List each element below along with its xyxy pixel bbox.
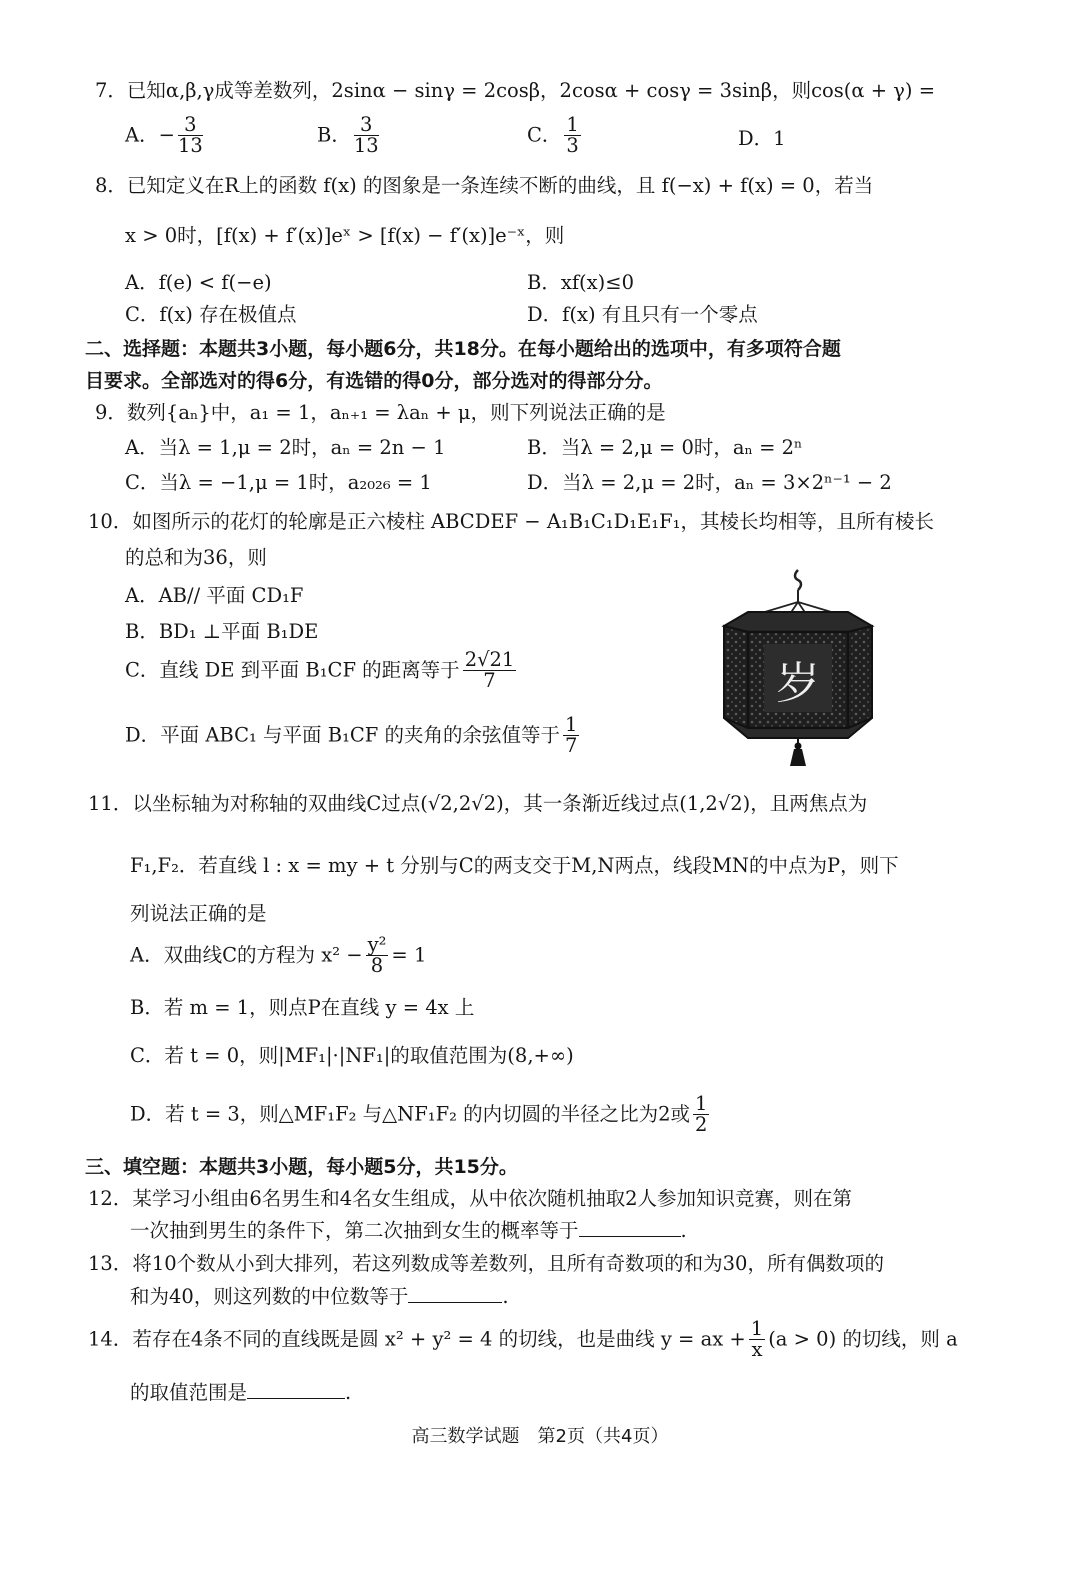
q14-line2-text: 的取值范围是 — [130, 1381, 248, 1404]
q10-option-c-fraction — [463, 650, 517, 692]
q10-option-b: B．BD₁ ⊥平面 B₁DE — [125, 620, 319, 643]
q10-stem-line2: 的总和为36，则 — [125, 546, 267, 569]
q13-line2-text: 和为40，则这列数的中位数等于 — [130, 1285, 409, 1308]
lantern-top-frame — [724, 612, 872, 632]
q9-option-d: D．当λ = 2,μ = 2时，aₙ = 3×2ⁿ⁻¹ − 2 — [527, 471, 892, 494]
q9-option-c: C．当λ = −1,μ = 1时，a₂₀₂₆ = 1 — [125, 471, 432, 494]
q7-option-c-num: 1 — [566, 113, 579, 136]
q14-line2-end: . — [345, 1381, 352, 1404]
q7-option-a-fraction — [178, 115, 203, 157]
q7-option-d-value: 1 — [773, 127, 786, 150]
q9-option-a: A．当λ = 1,μ = 2时，aₙ = 2n − 1 — [125, 436, 446, 459]
q12-line2-text: 一次抽到男生的条件下，第二次抽到女生的概率等于 — [130, 1219, 579, 1242]
q7-option-c-den: 3 — [566, 134, 579, 158]
lantern-tassel — [790, 738, 806, 766]
q7-option-c-label: C． — [527, 123, 562, 147]
q11-option-a-fraction — [366, 935, 389, 977]
q10-option-c-den: 7 — [483, 669, 496, 693]
q11-option-d-den: 2 — [695, 1113, 708, 1137]
q12-line1: 12．某学习小组由6名男生和4名女生组成，从中依次随机抽取2人参加知识竞赛，则在第 — [88, 1187, 853, 1210]
q8-option-c: C．f(x) 存在极值点 — [125, 303, 297, 326]
q8-stem-line2: x > 0时，[f(x) + f′(x)]eˣ > [f(x) − f′(x)]e⁻ˣ，则 — [125, 224, 565, 247]
q9-stem: 9．数列{aₙ}中，a₁ = 1，aₙ₊₁ = λaₙ + μ，则下列说法正确的是 — [95, 401, 666, 424]
q7-option-b-den: 13 — [353, 134, 379, 158]
q13-line2 — [130, 1286, 509, 1307]
q14-fraction — [749, 1319, 765, 1361]
q11-stem-line1: 11．以坐标轴为对称轴的双曲线C过点(√2,2√2)，其一条渐近线过点(1,2√2)，且两焦点为 — [88, 792, 868, 815]
q12-line2 — [130, 1220, 687, 1241]
q7-option-a-label: A． — [125, 123, 159, 147]
q11-option-a-post: = 1 — [391, 943, 427, 967]
q10-option-c-num: 2√21 — [464, 648, 515, 671]
q13-line1: 13．将10个数从小到大排列，若这列数成等差数列，且所有奇数项的和为30，所有偶数项的 — [88, 1252, 884, 1275]
q7-option-c-fraction — [564, 115, 580, 157]
q13-line2-end: . — [502, 1285, 509, 1308]
page-footer: 高三数学试题 第2页（共4页） — [411, 1426, 669, 1447]
q14-post: (a > 0) 的切线，则 a — [768, 1327, 958, 1351]
hexagonal-lantern-figure — [718, 568, 878, 768]
q10-option-d-fraction — [563, 715, 579, 757]
q14-pre: 14．若存在4条不同的直线既是圆 x² + y² = 4 的切线，也是曲线 y = ax + — [88, 1327, 746, 1351]
q14-line1 — [88, 1319, 958, 1361]
lantern-right-panel — [848, 626, 872, 728]
q10-option-d-text: D．平面 ABC₁ 与平面 B₁CF 的夹角的余弦值等于 — [125, 723, 561, 747]
q12-line2-end: . — [680, 1219, 687, 1242]
q10-stem-line1: 10．如图所示的花灯的轮廓是正六棱柱 ABCDEF − A₁B₁C₁D₁E₁F₁，其棱长均相等，且所有棱长 — [88, 510, 934, 533]
q10-option-d-den: 7 — [565, 734, 578, 758]
q11-option-d-fraction — [693, 1094, 709, 1136]
q11-option-a — [130, 935, 426, 977]
q11-option-d-pre: D．若 t = 3，则△MF₁F₂ 与△NF₁F₂ 的内切圆的半径之比为2或 — [130, 1102, 691, 1126]
q11-stem-line3: 列说法正确的是 — [130, 902, 267, 925]
q11-option-b: B．若 m = 1，则点P在直线 y = 4x 上 — [130, 996, 475, 1019]
q10-option-a: A．AB// 平面 CD₁F — [125, 584, 304, 607]
q8-option-a: A．f(e) < f(−e) — [125, 271, 272, 294]
q7-option-a-num: 3 — [178, 115, 203, 136]
q8-option-d: D．f(x) 有且只有一个零点 — [527, 303, 758, 326]
q7-option-d — [738, 128, 786, 149]
q7-option-b — [317, 115, 382, 157]
q7-option-a-den: 13 — [177, 134, 203, 158]
q10-option-d-num: 1 — [565, 713, 578, 736]
lantern-left-panel — [724, 626, 748, 728]
q7-option-d-label: D． — [738, 127, 774, 150]
q12-answer-blank — [579, 1235, 681, 1237]
q11-option-d — [130, 1094, 712, 1136]
q11-option-a-num: y² — [367, 933, 387, 956]
lantern-hanger — [758, 570, 838, 614]
lantern-character: 岁 — [776, 658, 820, 709]
q11-option-c: C．若 t = 0，则|MF₁|·|NF₁|的取值范围为(8,+∞) — [130, 1044, 574, 1067]
q14-num: 1 — [750, 1317, 764, 1340]
q14-line2 — [130, 1382, 351, 1403]
q10-option-c — [125, 650, 519, 692]
q7-option-a — [125, 115, 206, 157]
q7-option-b-label: B． — [317, 123, 351, 147]
section2-heading-line2: 目要求。全部选对的得6分，有选错的得0分，部分选对的得部分分。 — [85, 370, 663, 392]
q7-option-c — [527, 115, 584, 157]
q10-option-c-text: C．直线 DE 到平面 B₁CF 的距离等于 — [125, 658, 460, 682]
q8-stem-line1: 8．已知定义在R上的函数 f(x) 的图象是一条连续不断的曲线，且 f(−x) + f(x) = 0，若当 — [95, 174, 874, 197]
q10-option-d — [125, 715, 582, 757]
q11-option-a-pre: A．双曲线C的方程为 x² − — [130, 943, 363, 967]
q9-option-b: B．当λ = 2,μ = 0时，aₙ = 2ⁿ — [527, 436, 803, 459]
q14-answer-blank — [247, 1397, 345, 1399]
q8-option-b: B．xf(x)≤0 — [527, 271, 635, 294]
section2-heading-line1: 二、选择题：本题共3小题，每小题6分，共18分。在每小题给出的选项中，有多项符合题 — [85, 338, 841, 360]
q13-answer-blank — [408, 1301, 502, 1303]
section3-heading: 三、填空题：本题共3小题，每小题5分，共15分。 — [85, 1156, 518, 1178]
q11-option-a-den: 8 — [370, 954, 384, 978]
q11-stem-line2: F₁,F₂．若直线 l : x = my + t 分别与C的两支交于M,N两点，线段MN的中点为P，则下 — [130, 854, 899, 877]
q14-den: x — [751, 1338, 763, 1362]
q7-option-b-fraction — [354, 115, 379, 157]
q7-option-b-num: 3 — [354, 115, 379, 136]
q7-stem: 7．已知α,β,γ成等差数列，2sinα − sinγ = 2cosβ，2cosα + cosγ = 3sinβ，则cos(α + γ) = — [95, 79, 936, 102]
q11-option-d-num: 1 — [695, 1092, 708, 1115]
q7-option-a-sign: − — [158, 123, 175, 147]
